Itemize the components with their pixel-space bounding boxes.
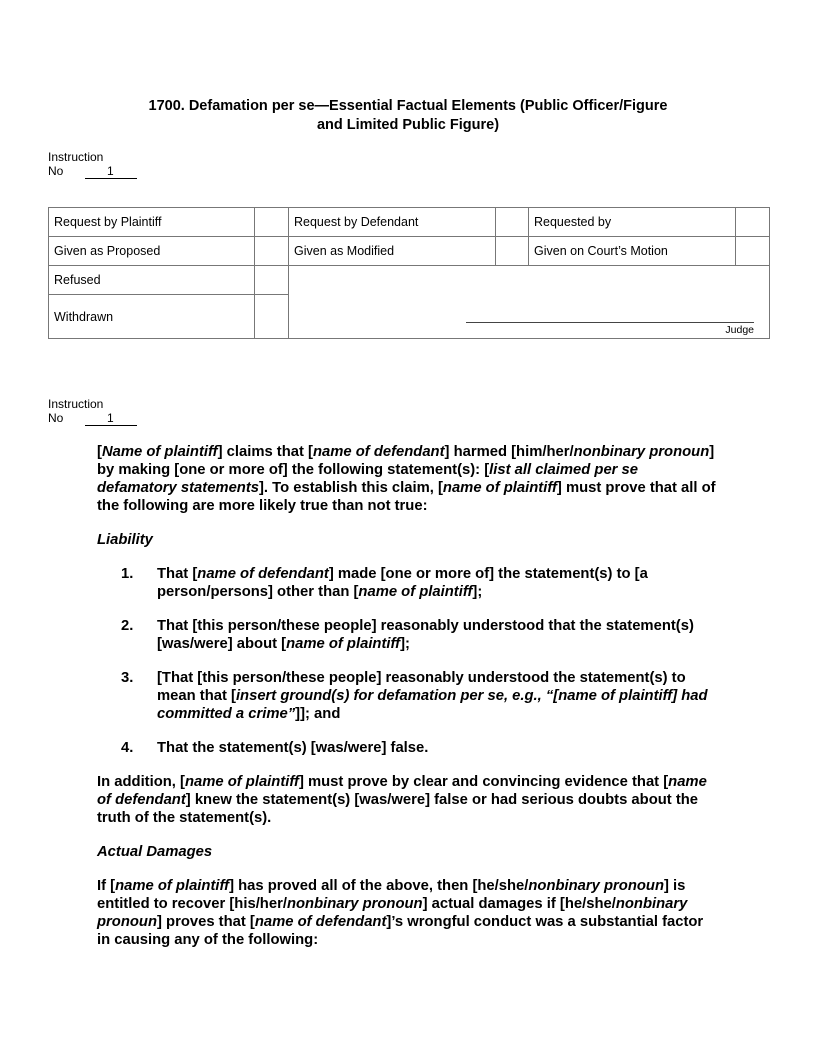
intro-paragraph xyxy=(97,443,717,515)
document-title xyxy=(90,97,726,135)
text-run: ] must prove by clear and convincing evidence that [ xyxy=(298,774,669,790)
italic-text-run: name of defendant xyxy=(312,444,445,460)
requested-by-checkbox[interactable] xyxy=(736,208,770,237)
text-run: ]. To establish this claim, [ xyxy=(259,480,443,496)
text-run: ]]; and xyxy=(295,706,341,722)
italic-text-run: name of defendant xyxy=(97,774,707,808)
element-number: 4. xyxy=(121,740,134,756)
element-item xyxy=(97,617,717,653)
text-run: ] proves that [ xyxy=(157,914,255,930)
instruction-label: Instruction xyxy=(48,150,104,164)
request-by-plaintiff-checkbox[interactable] xyxy=(255,208,289,237)
text-run: If [ xyxy=(97,878,116,894)
italic-text-run: nonbinary pronoun xyxy=(97,896,688,930)
italic-text-run: nonbinary pronoun xyxy=(528,878,664,894)
text-run: ] made [one or more of] the statement(s) to [a person/persons] other than [ xyxy=(157,566,648,600)
requested-by-label: Requested by xyxy=(529,208,736,237)
withdrawn-checkbox[interactable] xyxy=(255,295,289,339)
italic-text-run: nonbinary pronoun xyxy=(286,896,423,912)
text-run: ] actual damages if [he/she/ xyxy=(422,896,616,912)
given-as-proposed-label: Given as Proposed xyxy=(49,237,255,266)
italic-text-run: name of defendant xyxy=(197,566,329,582)
element-number: 1. xyxy=(121,566,134,582)
italic-text-run: name of plaintiff xyxy=(358,584,473,600)
actual-damages-heading: Actual Damages xyxy=(97,844,213,860)
request-by-defendant-label: Request by Defendant xyxy=(289,208,496,237)
text-run: ] harmed [him/her/ xyxy=(444,444,574,460)
title-line-1: 1700. Defamation per se—Essential Factual Elements (Public Officer/Figure xyxy=(148,98,668,114)
judge-signature-area[interactable] xyxy=(289,266,770,339)
italic-text-run: Name of plaintiff xyxy=(101,444,218,460)
text-run: ] must prove that all of the following are more likely true than not true: xyxy=(97,480,716,514)
italic-text-run: name of plaintiff xyxy=(442,480,557,496)
refused-checkbox[interactable] xyxy=(255,266,289,295)
instruction-number-top xyxy=(48,150,137,179)
element-text xyxy=(157,618,694,652)
refused-label: Refused xyxy=(49,266,255,295)
text-run: That [ xyxy=(157,566,198,582)
element-number: 2. xyxy=(121,618,134,634)
italic-text-run: name of defendant xyxy=(254,914,387,930)
element-text xyxy=(157,670,708,722)
italic-text-run: name of plaintiff xyxy=(286,636,401,652)
withdrawn-label: Withdrawn xyxy=(49,295,255,339)
elements-list xyxy=(97,565,717,757)
given-on-courts-motion-checkbox[interactable] xyxy=(736,237,770,266)
italic-text-run: name of plaintiff xyxy=(184,774,299,790)
no-label: No xyxy=(48,411,64,425)
text-run: ] is entitled to recover [his/her/ xyxy=(97,878,686,912)
instruction-number: 1 xyxy=(107,164,114,178)
instruction-number: 1 xyxy=(107,411,114,425)
title-line-2: and Limited Public Figure) xyxy=(316,117,500,133)
text-run: In addition, [ xyxy=(97,774,185,790)
text-run: ] knew the statement(s) [was/were] false or had serious doubts about the truth of the statement(s). xyxy=(97,792,699,826)
element-item xyxy=(97,565,717,601)
text-run: ]’s wrongful conduct was a substantial factor in causing any of the following: xyxy=(97,914,704,948)
text-run: ]; xyxy=(400,636,410,652)
element-item xyxy=(97,739,717,757)
italic-text-run: name of plaintiff xyxy=(115,878,230,894)
text-run: ] claims that [ xyxy=(217,444,313,460)
italic-text-run: list all claimed per se defamatory statements xyxy=(97,462,639,496)
instruction-body xyxy=(97,443,717,965)
actual-damages-paragraph xyxy=(97,877,717,949)
judge-label: Judge xyxy=(725,324,754,336)
italic-text-run: nonbinary pronoun xyxy=(573,444,710,460)
given-on-courts-motion-label: Given on Court’s Motion xyxy=(529,237,736,266)
element-text xyxy=(157,566,648,600)
text-run: [ xyxy=(97,444,102,460)
text-run: That [this person/these people] reasonably understood that the statement(s) [was/were] about [ xyxy=(157,618,694,652)
given-as-proposed-checkbox[interactable] xyxy=(255,237,289,266)
given-as-modified-checkbox[interactable] xyxy=(496,237,529,266)
element-number: 3. xyxy=(121,670,134,686)
request-by-defendant-checkbox[interactable] xyxy=(496,208,529,237)
request-by-plaintiff-label: Request by Plaintiff xyxy=(49,208,255,237)
text-run: [That [this person/these people] reasonably understood the statement(s) to mean that [ xyxy=(157,670,686,704)
liability-heading: Liability xyxy=(97,532,153,548)
element-item xyxy=(97,669,717,723)
text-run: ] has proved all of the above, then [he/she/ xyxy=(229,878,529,894)
instruction-number-bottom xyxy=(48,397,137,426)
no-label: No xyxy=(48,164,64,178)
text-run: That the statement(s) [was/were] false. xyxy=(157,740,429,756)
text-run: ] by making [one or more of] the following statement(s): [ xyxy=(97,444,715,478)
request-status-table xyxy=(48,207,770,339)
judge-signature-line xyxy=(466,322,754,323)
clear-convincing-paragraph xyxy=(97,773,717,827)
text-run: ]; xyxy=(472,584,483,600)
given-as-modified-label: Given as Modified xyxy=(289,237,496,266)
italic-text-run: insert ground(s) for defamation per se, e.g., “[name of plaintiff] had committed a crime” xyxy=(157,688,708,722)
element-text xyxy=(157,740,428,756)
instruction-label: Instruction xyxy=(48,397,104,411)
